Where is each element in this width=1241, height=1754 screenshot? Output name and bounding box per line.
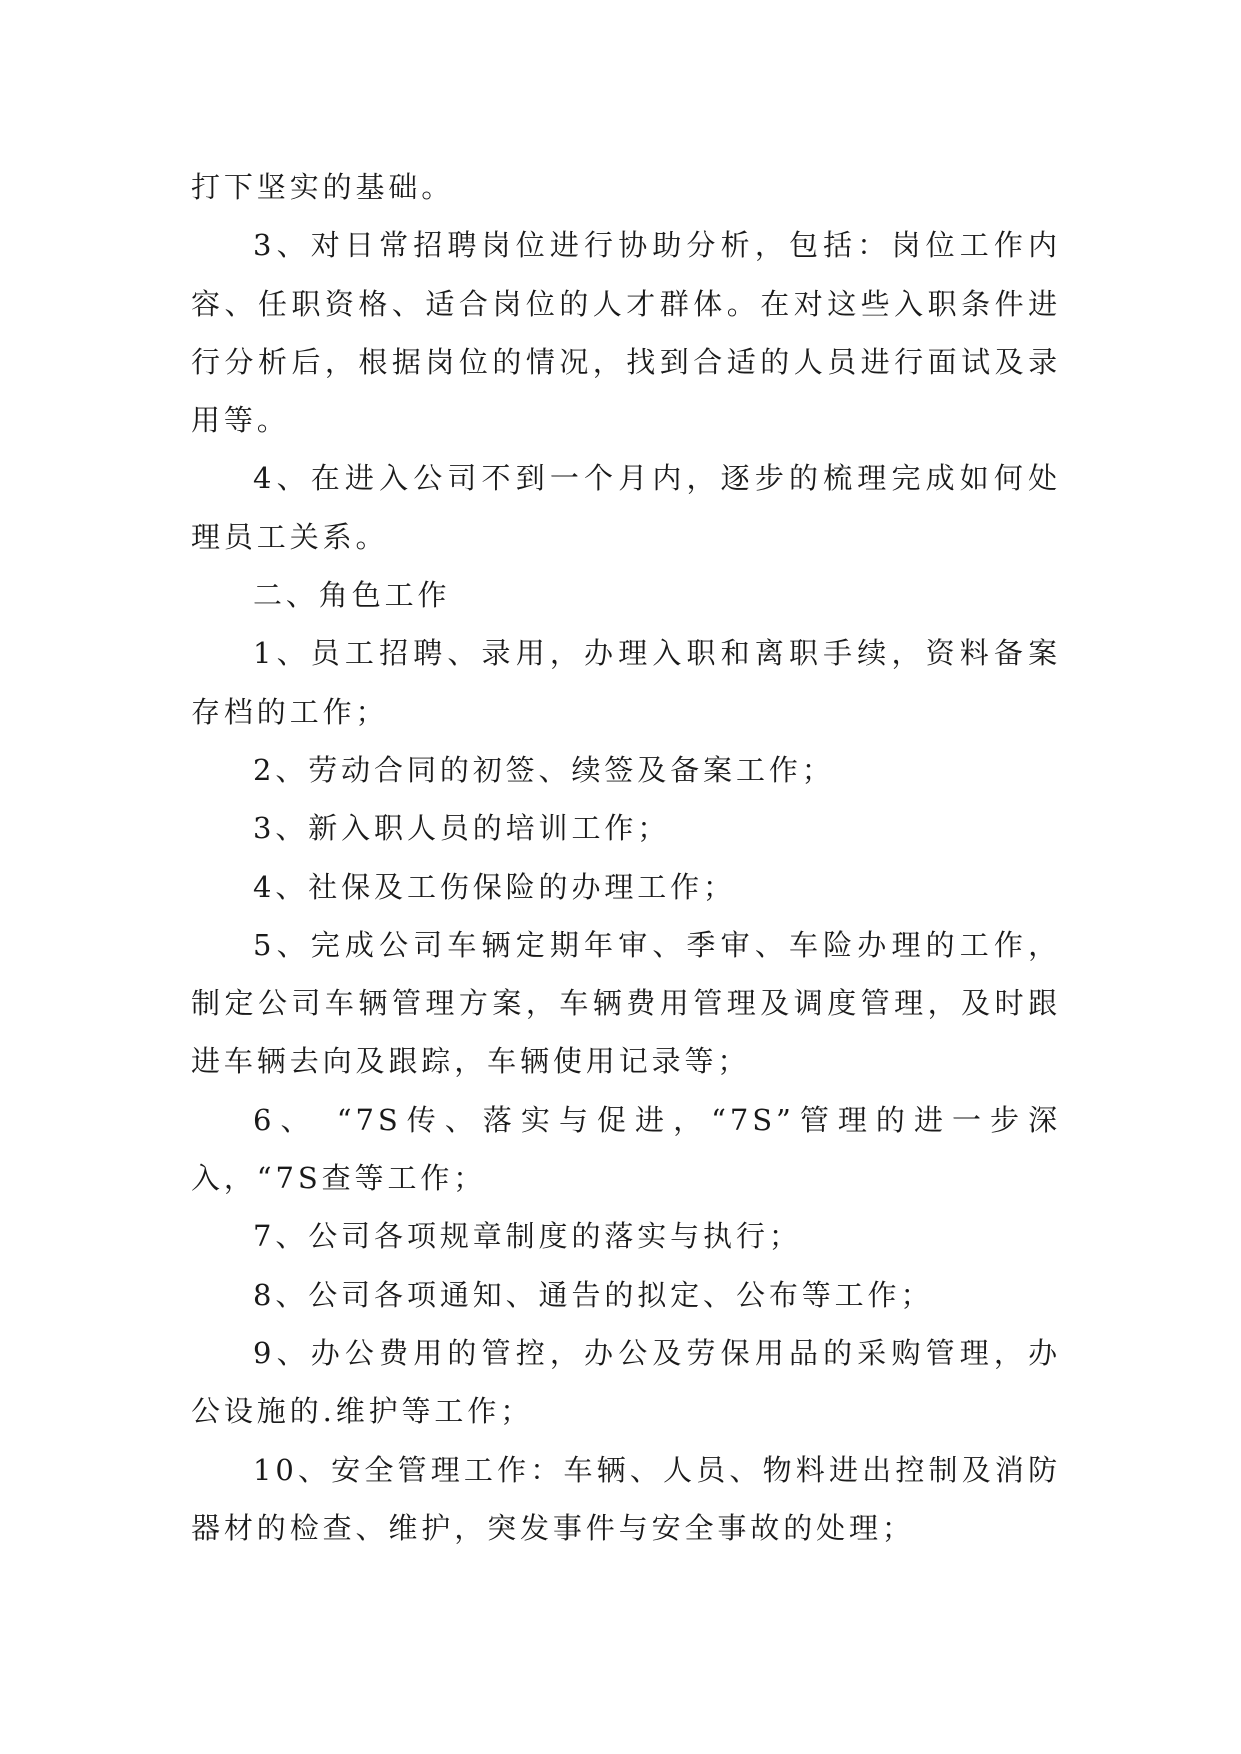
paragraph-item-4-employee-relations: 4、在进入公司不到一个月内，逐步的梳理完成如何处理员工关系。 — [191, 461, 1061, 554]
document-body — [191, 158, 1061, 1557]
paragraph-role-6: 6、 “7S传、落实与促进，“7S”管理的进一步深入，“7S查等工作； — [191, 1102, 1061, 1196]
paragraph-role-8: 8、公司各项通知、通告的拟定、公布等工作； — [253, 1277, 934, 1312]
paragraph-role-9: 9、办公费用的管控，办公及劳保用品的采购管理，办公设施的.维护等工作； — [191, 1335, 1061, 1429]
paragraph-role-4: 4、社保及工伤保险的办理工作； — [253, 869, 736, 904]
paragraph-item-3-recruitment-analysis: 3、对日常招聘岗位进行协助分析，包括：岗位工作内容、任职资格、适合岗位的人才群体。在对这些入职条件进行分析后，根据岗位的情况，找到合适的人员进行面试及录用等。 — [191, 228, 1061, 438]
paragraph-role-1: 1、员工招聘、录用，办理入职和离职手续，资料备案存档的工作； — [191, 636, 1061, 729]
paragraph-role-2: 2、劳动合同的初签、续签及备案工作； — [253, 752, 835, 787]
paragraph-role-3: 3、新入职人员的培训工作； — [253, 811, 671, 846]
paragraph-role-5: 5、完成公司车辆定期年审、季审、车险办理的工作，制定公司车辆管理方案，车辆费用管理及调度管理，及时跟进车辆去向及跟踪，车辆使用记录等； — [191, 927, 1061, 1079]
section-heading-role-work: 二、角色工作 — [253, 578, 451, 613]
paragraph-role-7: 7、公司各项规章制度的落实与执行； — [253, 1219, 802, 1254]
paragraph-continuation: 打下坚实的基础。 — [191, 170, 455, 204]
paragraph-role-10: 10、安全管理工作：车辆、人员、物料进出控制及消防器材的检查、维护，突发事件与安全事故的处理； — [191, 1452, 1061, 1545]
